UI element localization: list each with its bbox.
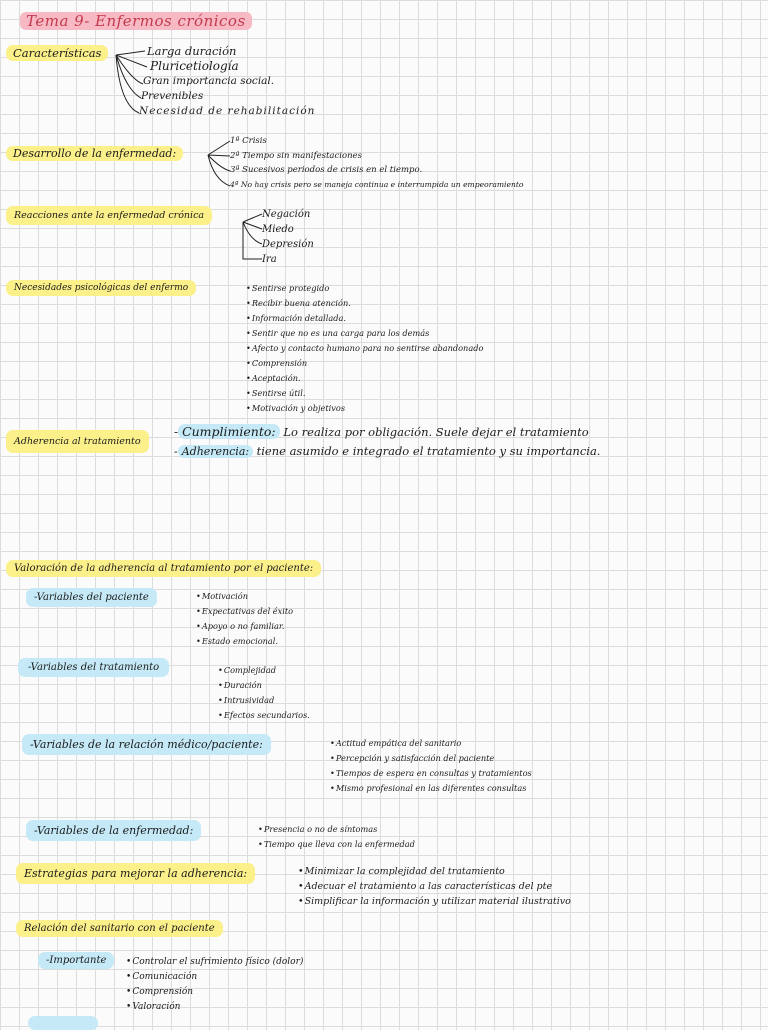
connector-line bbox=[116, 55, 143, 84]
adherencia-text: tiene asumido e integrado el tratamiento y su importancia. bbox=[256, 444, 601, 458]
relacion-heading: Relación del sanitario con el paciente bbox=[16, 920, 223, 937]
adherencia-term: Adherencia: bbox=[178, 445, 253, 458]
variables-paciente-list bbox=[196, 589, 293, 649]
list-item: • Expectativas del éxito bbox=[196, 604, 293, 619]
list-item: • Adecuar el tratamiento a las características del pte bbox=[298, 879, 571, 894]
estrategias-list bbox=[298, 864, 571, 909]
connector-line bbox=[208, 155, 230, 186]
list-item: Negación bbox=[262, 209, 311, 220]
caracteristicas-list bbox=[139, 44, 316, 119]
connector-line bbox=[243, 214, 262, 222]
list-item: • Simplificar la información y utilizar material ilustrativo bbox=[298, 894, 571, 909]
list-item: 1ª Crisis bbox=[230, 136, 267, 146]
list-item: • Controlar el sufrimiento físico (dolor) bbox=[126, 955, 303, 970]
list-item: • Sentirse protegido bbox=[246, 281, 483, 296]
variables-relacion-label: -Variables de la relación médico/paciente: bbox=[22, 734, 271, 755]
connector-line bbox=[208, 155, 230, 171]
desarrollo-list bbox=[230, 134, 523, 192]
list-item: Necesidad de rehabilitación bbox=[139, 105, 316, 117]
list-item: Depresión bbox=[262, 239, 314, 250]
list-item: • Sentirse útil. bbox=[246, 386, 483, 401]
partial-highlight bbox=[28, 1016, 98, 1030]
list-item: • Presencia o no de síntomas bbox=[258, 822, 415, 837]
list-item: • Actitud empática del sanitario bbox=[330, 736, 532, 751]
variables-tratamiento-label: -Variables del tratamiento bbox=[18, 658, 169, 677]
list-item: Larga duración bbox=[147, 44, 237, 58]
list-item: • Valoración bbox=[126, 1000, 303, 1015]
list-item: • Apoyo o no familiar. bbox=[196, 619, 293, 634]
connector-line bbox=[208, 155, 230, 156]
estrategias-heading: Estrategias para mejorar la adherencia: bbox=[16, 863, 255, 884]
relacion-list bbox=[126, 955, 303, 1015]
reacciones-heading: Reacciones ante la enfermedad crónica bbox=[6, 206, 212, 225]
list-item: • Comprensión bbox=[246, 356, 483, 371]
list-item: Pluricetiología bbox=[150, 59, 239, 73]
variables-relacion-list bbox=[330, 736, 532, 796]
adherencia-heading: Adherencia al tratamiento bbox=[6, 430, 149, 453]
variables-enfermedad-list bbox=[258, 822, 415, 852]
cumplimiento-term: Cumplimiento: bbox=[178, 424, 280, 439]
list-item: • Aceptación. bbox=[246, 371, 483, 386]
list-item: • Minimizar la complejidad del tratamiento bbox=[298, 864, 571, 879]
list-item: • Sentir que no es una carga para los demás bbox=[246, 326, 483, 341]
list-item: Prevenibles bbox=[141, 90, 204, 102]
adherencia-adherencia: - Adherencia: tiene asumido e integrado el tratamiento y su importancia. bbox=[174, 444, 601, 458]
cumplimiento-text: Lo realiza por obligación. Suele dejar el tratamiento bbox=[283, 425, 589, 439]
list-item: • Complejidad bbox=[218, 663, 310, 678]
list-item: Ira bbox=[262, 254, 277, 265]
list-item: • Mismo profesional en las diferentes consultas bbox=[330, 781, 532, 796]
list-item: 2ª Tiempo sin manifestaciones bbox=[230, 150, 362, 161]
adherencia-cumplimiento: - Cumplimiento: Lo realiza por obligación. Suele dejar el tratamiento bbox=[174, 424, 589, 439]
list-item: • Comprensión bbox=[126, 985, 303, 1000]
connector-line bbox=[208, 141, 230, 155]
necesidades-list bbox=[246, 281, 483, 416]
list-item: • Motivación y objetivos bbox=[246, 401, 483, 416]
list-item: • Duración bbox=[218, 678, 310, 693]
list-item: • Tiempos de espera en consultas y tratamientos bbox=[330, 766, 532, 781]
list-item: • Comunicación bbox=[126, 970, 303, 985]
list-item: • Recibir buena atención. bbox=[246, 296, 483, 311]
reacciones-list bbox=[262, 207, 314, 267]
importante-label: -Importante bbox=[38, 952, 114, 969]
list-item: 4ª No hay crisis pero se maneja continua e interrumpida un empeoramiento bbox=[230, 179, 524, 189]
list-item: • Percepción y satisfacción del paciente bbox=[330, 751, 532, 766]
caracteristicas-heading: Características bbox=[6, 45, 108, 61]
list-item: • Estado emocional. bbox=[196, 634, 293, 649]
connector-line bbox=[116, 51, 145, 55]
list-item: • Afecto y contacto humano para no sentirse abandonado bbox=[246, 341, 483, 356]
list-item: Miedo bbox=[262, 224, 294, 235]
variables-paciente-label: -Variables del paciente bbox=[26, 588, 157, 607]
valoracion-heading: Valoración de la adherencia al tratamiento por el paciente: bbox=[6, 560, 321, 577]
variables-enfermedad-label: -Variables de la enfermedad: bbox=[26, 820, 201, 841]
variables-tratamiento-list bbox=[218, 663, 310, 723]
list-item: Gran importancia social. bbox=[143, 75, 275, 87]
desarrollo-heading: Desarrollo de la enfermedad: bbox=[6, 146, 183, 161]
connector-line bbox=[116, 55, 147, 67]
list-item: • Intrusividad bbox=[218, 693, 310, 708]
necesidades-heading: Necesidades psicológicas del enfermo bbox=[6, 280, 196, 296]
list-item: • Tiempo que lleva con la enfermedad bbox=[258, 837, 415, 852]
page-title: Tema 9- Enfermos crónicos bbox=[20, 12, 252, 30]
list-item: • Efectos secundarios. bbox=[218, 708, 310, 723]
list-item: 3ª Sucesivos periodos de crisis en el tiempo. bbox=[230, 165, 423, 175]
list-item: • Información detallada. bbox=[246, 311, 483, 326]
list-item: • Motivación bbox=[196, 589, 293, 604]
